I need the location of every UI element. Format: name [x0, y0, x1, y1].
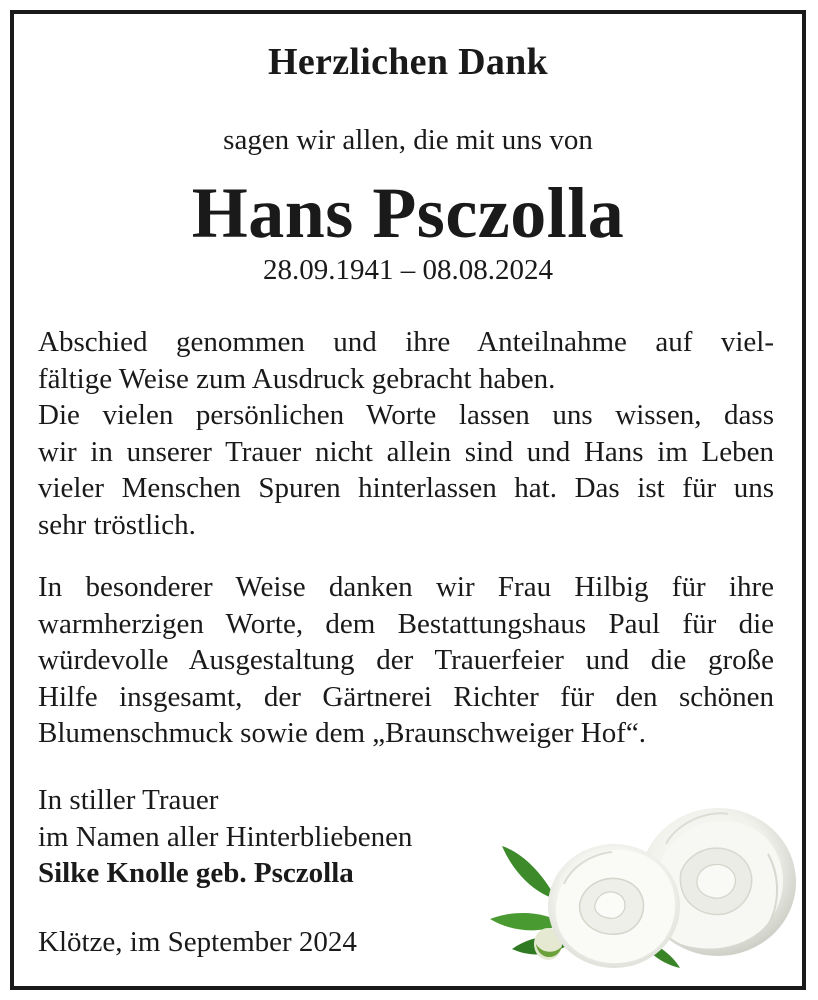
place-and-date: Klötze, im September 2024 — [38, 926, 357, 958]
paragraph-line: In besonderer Weise danken wir Frau Hilbig für ihre — [38, 571, 774, 603]
paragraph-line: Blumenschmuck sowie dem „Braunschweiger Hof“. — [38, 717, 647, 749]
notice-heading: Herzlichen Dank — [268, 41, 548, 83]
paragraph-line: fältige Weise zum Ausdruck gebracht haben. — [38, 362, 556, 395]
paragraph-line: sehr tröstlich. — [38, 508, 196, 541]
thanks-paragraph-1 — [38, 324, 774, 543]
signatory-name: Silke Knolle geb. Psczolla — [38, 857, 354, 889]
paragraph-line: wir in unserer Trauer nicht allein sind und Hans im Leben — [38, 435, 774, 468]
paragraph-line: vieler Menschen Spuren hinterlassen hat. Das ist für uns — [38, 472, 774, 504]
thanks-paragraph-2 — [38, 569, 774, 752]
intro-text: sagen wir allen, die mit uns von — [223, 124, 593, 156]
white-roses-image — [476, 784, 796, 984]
closing-block — [38, 782, 412, 892]
paragraph-line: warmherzigen Worte, dem Bestattungshaus Paul für die — [38, 607, 774, 640]
closing-line-2: im Namen aller Hinterbliebenen — [38, 820, 413, 853]
paragraph-line: Die vielen persönlichen Worte lassen uns wissen, dass — [38, 399, 774, 431]
paragraph-line: Hilfe insgesamt, der Gärtnerei Richter für den schönen — [38, 680, 774, 713]
deceased-name: Hans Psczolla — [191, 173, 625, 253]
obituary-notice — [10, 10, 806, 990]
paragraph-line: würdevolle Ausgestaltung der Trauerfeier und die große — [38, 644, 774, 676]
paragraph-line: Abschied genommen und ihre Anteilnahme auf viel- — [38, 326, 774, 358]
rose-left — [548, 844, 680, 968]
life-dates: 28.09.1941 – 08.08.2024 — [263, 254, 553, 286]
closing-line-1: In stiller Trauer — [38, 784, 219, 816]
